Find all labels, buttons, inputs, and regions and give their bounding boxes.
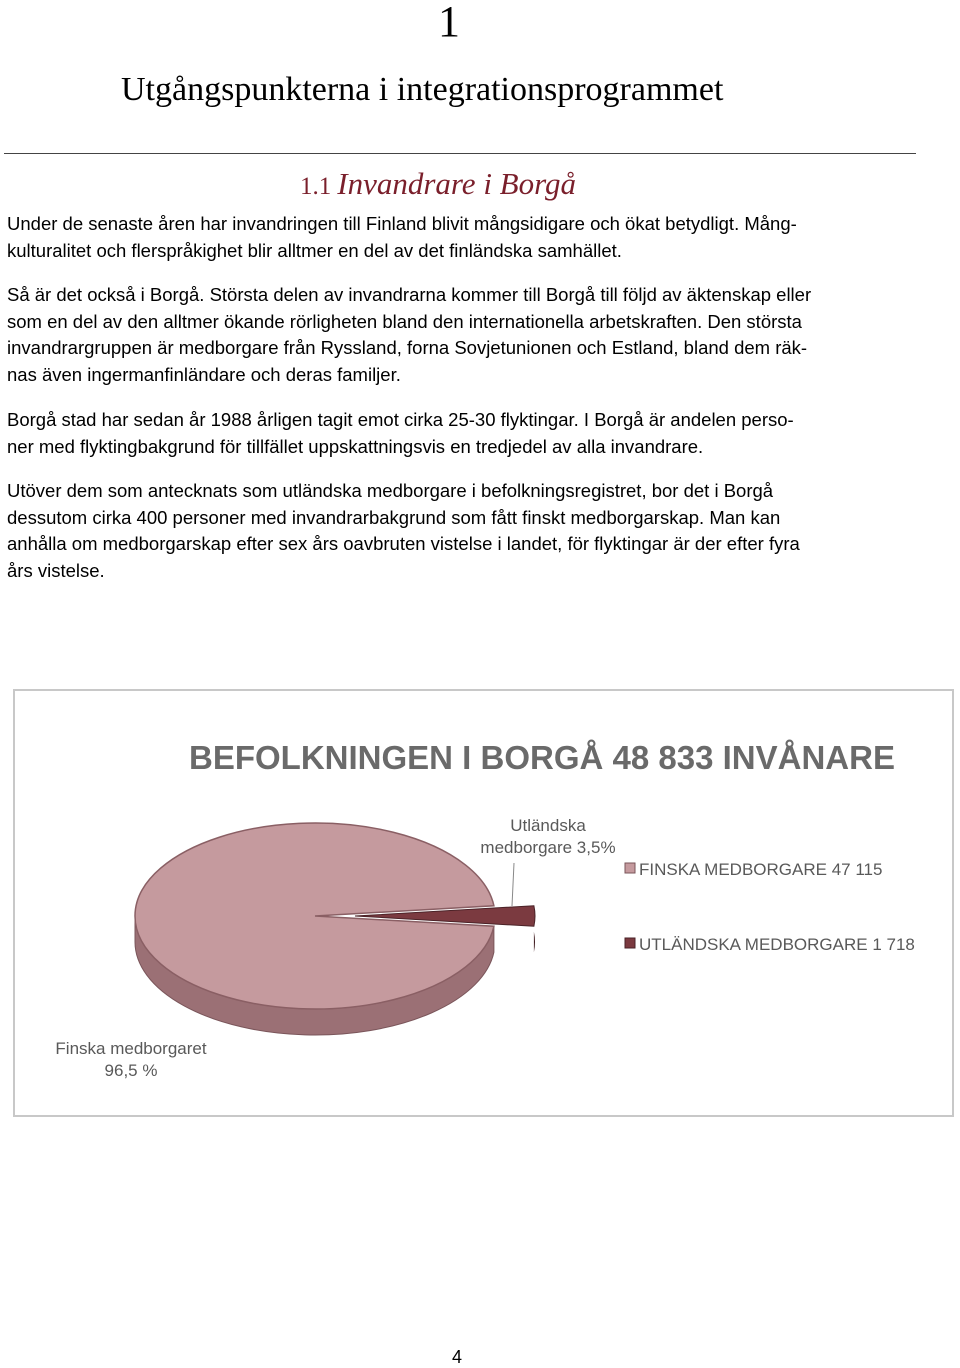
- slice-leader-line: [512, 863, 514, 906]
- paragraph-line: anhålla om medborgarskap efter sex års oavbruten vistelse i landet, för flyktingar är der efter fyra: [7, 533, 800, 555]
- slice-label-finska-line2: 96,5 %: [104, 1061, 158, 1080]
- slice-finska-medborgare: [135, 823, 494, 1035]
- paragraph-line: ner med flyktingbakgrund för tillfället uppskattningsvis en tredjedel av alla invandrare.: [7, 435, 704, 457]
- population-chart: [13, 689, 954, 1117]
- chapter-title: Utgångspunkterna i integrationsprogrammet: [121, 71, 724, 108]
- paragraph-1: [7, 211, 907, 264]
- slice-label-utlandska-line1: Utländska: [510, 816, 586, 835]
- legend-label-utlandska: UTLÄNDSKA MEDBORGARE 1 718: [639, 935, 915, 954]
- paragraph-line: nas även ingermanfinländare och deras familjer.: [7, 364, 401, 386]
- section-title: [300, 165, 576, 206]
- paragraph-line: Så är det också i Borgå. Största delen av invandrarna kommer till Borgå till följd av äktenskap eller: [7, 284, 812, 305]
- slice-label-finska-line1: Finska medborgaret: [55, 1039, 207, 1058]
- paragraph-3: [7, 407, 907, 460]
- section-title-text: Invandrare i Borgå: [337, 166, 577, 201]
- paragraph-line: kulturalitet och flerspråkighet blir alltmer en del av det finländska samhället.: [7, 239, 622, 261]
- paragraph-2: [7, 282, 907, 389]
- paragraph-line: Borgå stad har sedan år 1988 årligen tagit emot cirka 25-30 flyktingar. I Borgå är andelen perso-: [7, 409, 794, 430]
- paragraph-line: dessutom cirka 400 personer med invandrarbakgrund som fått finskt medborgarskap. Man kan: [7, 506, 781, 528]
- paragraph-line: Under de senaste åren har invandringen till Finland blivit mångsidigare och ökat betydligt. Mång-: [7, 213, 797, 234]
- paragraph-line: som en del av den alltmer ökande rörligheten bland den internationella arbetskraften. Den största: [7, 310, 802, 332]
- pie-chart-svg: [15, 691, 952, 1115]
- title-divider: [4, 153, 916, 154]
- page-number: 4: [452, 1347, 463, 1367]
- legend-swatch-finska: [625, 863, 635, 873]
- chapter-number: 1: [438, 0, 460, 46]
- section-number: 1.1: [300, 173, 332, 200]
- paragraph-4: [7, 478, 907, 585]
- chart-title: BEFOLKNINGEN I BORGÅ 48 833 INVÅNARE: [189, 739, 895, 776]
- paragraph-line: invandrargruppen är medborgare från Ryssland, forna Sovjetunionen och Estland, bland dem räk-: [7, 337, 808, 359]
- paragraph-line: Utöver dem som antecknats som utländska medborgare i befolkningsregistret, bor det i Borgå: [7, 480, 774, 501]
- slice-label-utlandska-line2: medborgare 3,5%: [480, 838, 616, 857]
- paragraph-line: års vistelse.: [7, 560, 105, 582]
- legend-label-finska: FINSKA MEDBORGARE 47 115: [639, 860, 883, 879]
- legend-swatch-utlandska: [625, 938, 635, 948]
